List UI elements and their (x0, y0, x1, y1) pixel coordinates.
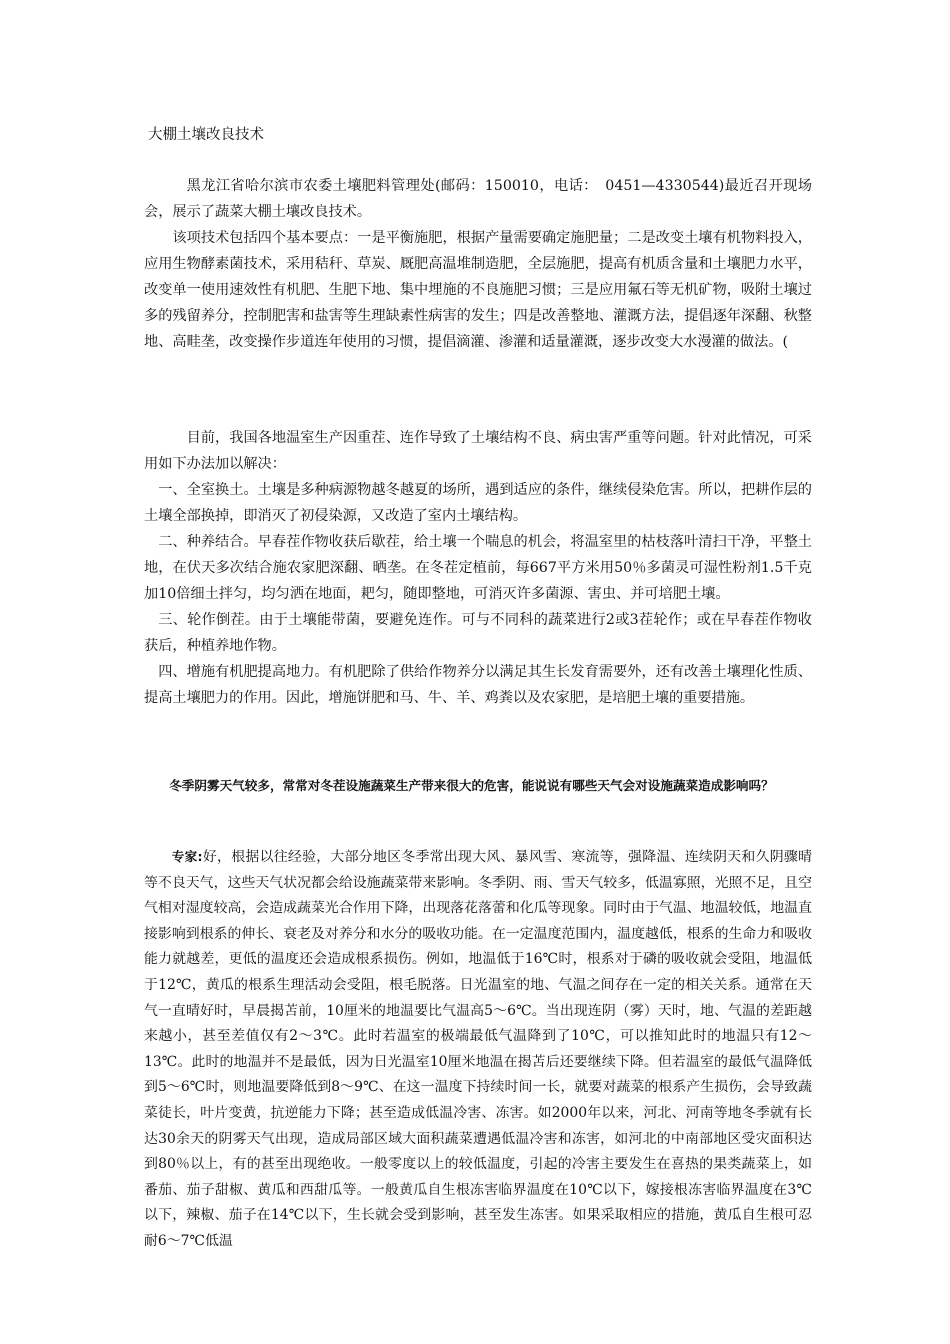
expert-label: 专家: (171, 849, 203, 864)
solution-paragraph-2: 二、种养结合。早春茬作物收获后歇茬，给土壤一个喘息的机会，将温室里的枯枝落叶清扫干净，平整土地，在伏天多次结合施农家肥深翻、晒垄。在冬茬定植前，每667平方米用50％多菌灵可湿性粉剂1.5千克加10倍细土拌匀，均匀洒在地面，耙匀，随即整地，可消灭许多菌源、害虫、并可培肥土壤。 (144, 534, 812, 602)
solution-paragraph-3: 三、轮作倒茬。由于土壤能带菌，要避免连作。可与不同科的蔬菜进行2或3茬轮作；或在早春茬作物收获后，种植养地作物。 (144, 612, 812, 654)
intro-section (144, 173, 812, 355)
solutions-section (144, 425, 812, 711)
expert-answer-text: 好，根据以往经验，大部分地区冬季常出现大风、暴风雪、寒流等，强降温、连续阴天和久阴骤晴等不良天气，这些天气状况都会给设施蔬菜带来影响。冬季阴、雨、雪天气较多，低温寡照，光照不足，且空气相对湿度较高，会造成蔬菜光合作用下降，出现落花落蕾和化瓜等现象。同时由于气温、地温较低，地温直接影响到根系的伸长、衰老及对养分和水分的吸收功能。在一定温度范围内，温度越低，根系的生命力和吸收能力就越差，更低的温度还会造成根系损伤。例如，地温低于16℃时，根系对于磷的吸收就会受阻，地温低于12℃，黄瓜的根系生理活动会受阻，根毛脱落。日光温室的地、气温之间存在一定的相关关系。通常在天气一直晴好时，早晨揭苫前，10厘米的地温要比气温高5～6℃。当出现连阴（雾）天时，地、气温的差距越来越小，甚至差值仅有2～3℃。此时若温室的极端最低气温降到了10℃，可以推知此时的地温只有12～13℃。此时的地温并不是最低，因为日光温室10厘米地温在揭苫后还要继续下降。但若温室的最低气温降低到5～6℃时，则地温要降低到8～9℃、在这一温度下持续时间一长，就要对蔬菜的根系产生损伤，会导致蔬菜徒长，叶片变黄，抗逆能力下降；甚至造成低温冷害、冻害。如2000年以来，河北、河南等地冬季就有长达30余天的阴雾天气出现，造成局部区域大面积蔬菜遭遇低温冷害和冻害，如河北的中南部地区受灾面积达到80％以上，有的甚至出现绝收。一般零度以上的较低温度，引起的冷害主要发生在喜热的果类蔬菜上，如番茄、茄子甜椒、黄瓜和西甜瓜等。一般黄瓜自生根冻害临界温度在10℃以下，嫁接根冻害临界温度在3℃以下，辣椒、茄子在14℃以下，生长就会受到影响，甚至发生冻害。如果采取相应的措施，黄瓜自生根可忍耐6～7℃低温 (144, 849, 812, 1249)
document-title: 大棚土壤改良技术 (148, 127, 264, 143)
solution-paragraph-4: 四、增施有机肥提高地力。有机肥除了供给作物养分以满足其生长发育需要外，还有改善土壤理化性质、提高土壤肥力的作用。因此，增施饼肥和马、牛、羊、鸡粪以及农家肥，是培肥土壤的重要措施。 (144, 664, 812, 706)
intro-paragraph-2: 该项技术包括四个基本要点：一是平衡施肥，根据产量需要确定施肥量；二是改变土壤有机物料投入，应用生物酵素菌技术，采用秸秆、草炭、厩肥高温堆制造肥，全层施肥，提高有机质含量和土壤肥力水平，改变单一使用速效性有机肥、生肥下地、集中埋施的不良施肥习惯；三是应用氟石等无机矿物，吸附土壤过多的残留养分，控制肥害和盐害等生理缺素性病害的发生；四是改善整地、灌溉方法，提倡逐年深翻、秋整地、高畦垄，改变操作步道连年使用的习惯，提倡滴灌、渗灌和适量灌溉，逐步改变大水漫灌的做法。( (144, 230, 812, 350)
question-heading: 冬季阴雾天气较多，常常对冬茬设施蔬菜生产带来很大的危害，能说说有哪些天气会对设施蔬菜造成影响吗？ (169, 778, 774, 793)
intro-paragraph-1: 黑龙江省哈尔滨市农委土壤肥料管理处(邮码：150010，电话： 0451—4330544)最近召开现场会，展示了蔬菜大棚土壤改良技术。 (144, 178, 812, 220)
solutions-intro-paragraph: 目前，我国各地温室生产因重茬、连作导致了土壤结构不良、病虫害严重等问题。针对此情况，可采用如下办法加以解决： (144, 430, 812, 472)
expert-answer-paragraph (144, 844, 812, 1255)
expert-answer-section (144, 844, 812, 1255)
solution-paragraph-1: 一、全室换土。土壤是多种病源物越冬越夏的场所，遇到适应的条件，继续侵染危害。所以，把耕作层的土壤全部换掉，即消灭了初侵染源，又改造了室内土壤结构。 (144, 482, 812, 524)
